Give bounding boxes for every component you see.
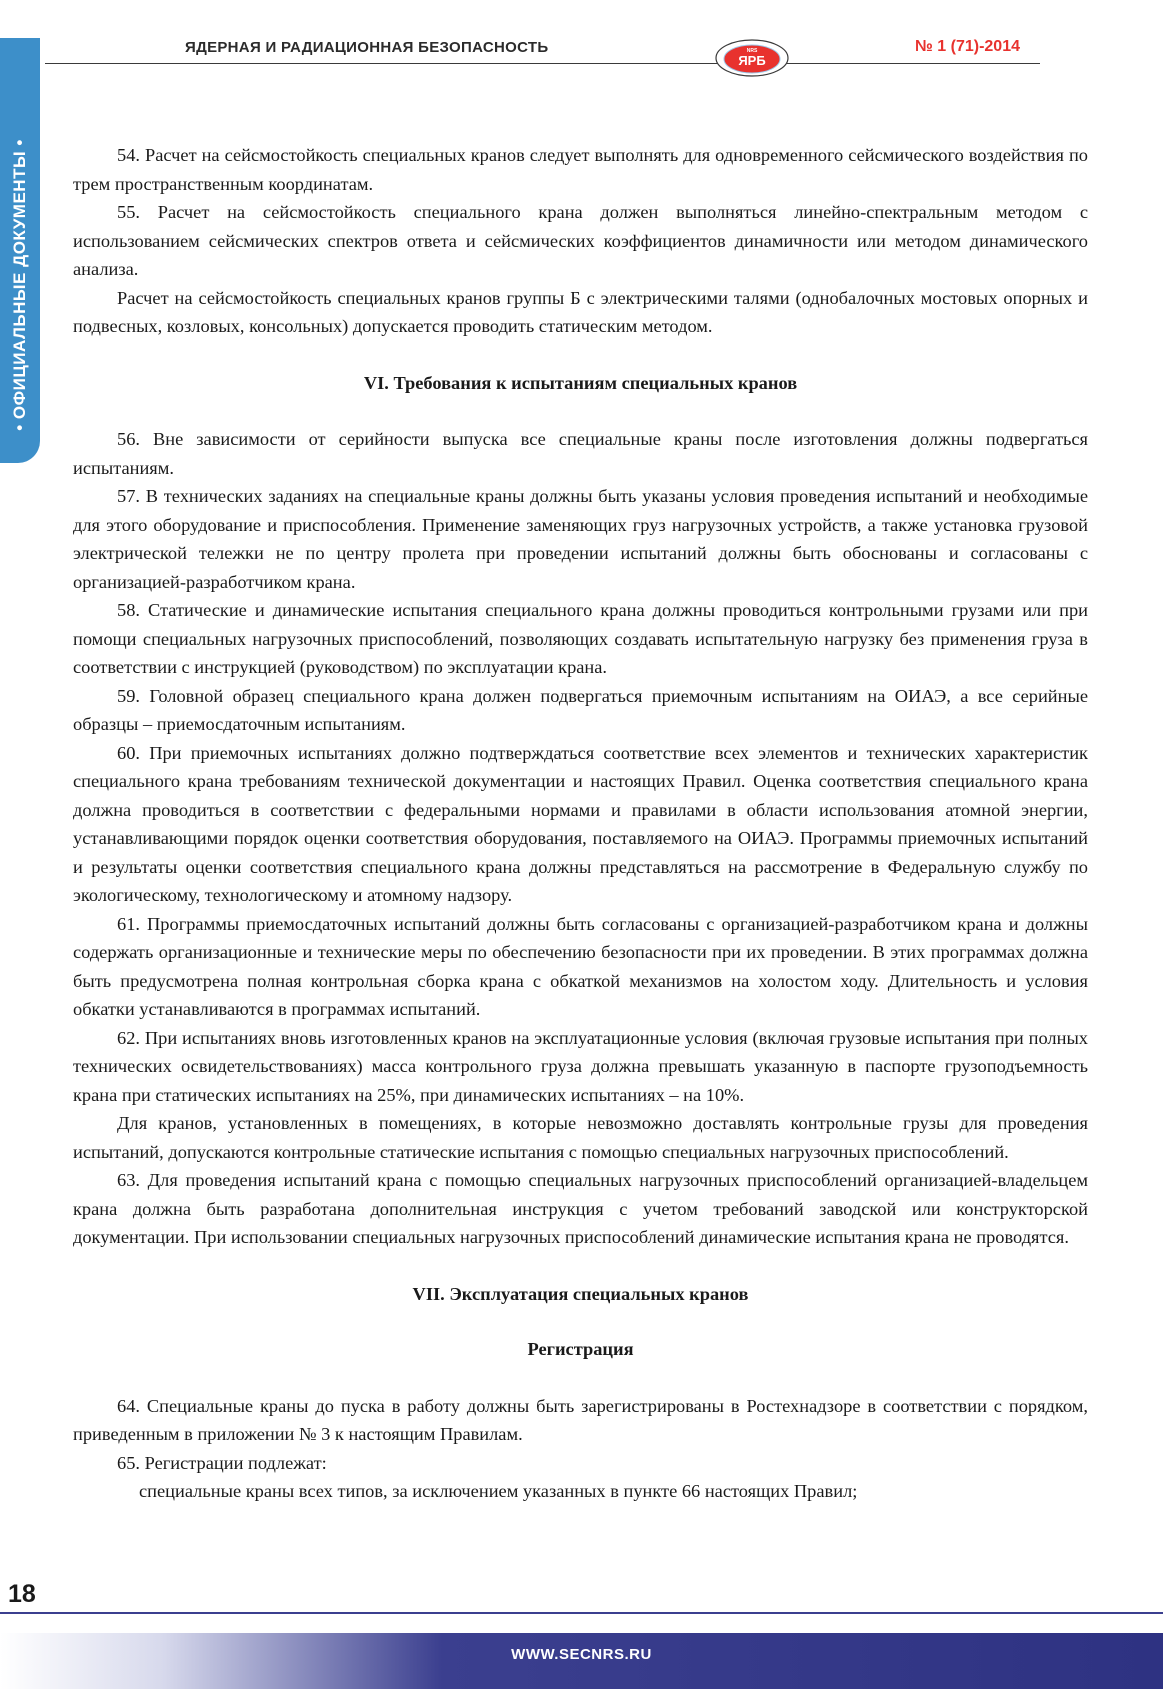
footer-divider (0, 1612, 1163, 1614)
paragraph: 64. Специальные краны до пуска в работу должны быть зарегистрированы в Ростехнадзоре в соответствии с порядком, приведенным в приложении № 3 к настоящим Правилам. (73, 1395, 1088, 1444)
logo-small-text: NRS (746, 48, 758, 54)
spacer (73, 341, 1088, 369)
paragraph: 63. Для проведения испытаний крана с помощью специальных нагрузочных приспособлений организацией-владельцем крана должна быть разработана дополнительная инструкция с учетом требований заводской или конструкторской документации. При использовании специальных нагрузочных приспособлений динамические испытания крана не проводятся. (73, 1170, 1088, 1247)
spacer (73, 1252, 1088, 1280)
paragraph: 56. Вне зависимости от серийности выпуска все специальные краны после изготовления должны подвергаться испытаниям. (73, 429, 1088, 478)
paragraph: 62. При испытаниях вновь изготовленных кранов на эксплуатационные условия (включая грузовые испытания при полных технических освидетельствованиях) масса контрольного груза должна превышать указанную в паспорте грузоподъемность крана при статических испытаниях на 25%, при динамических испытаниях – на 10%. (73, 1027, 1088, 1105)
journal-title: ЯДЕРНАЯ И РАДИАЦИОННАЯ БЕЗОПАСНОСТЬ (185, 39, 549, 56)
paragraph: 57. В технических заданиях на специальные краны должны быть указаны условия проведения испытаний и необходимые для этого оборудование и приспособления. Применение заменяющих груз нагрузочных устройств, а также установка грузовой электрической тележки не по центру пролета при проведении испытаний должны быть обоснованы и согласованы с организацией-разработчиком крана. (73, 486, 1088, 592)
section-heading: VI. Требования к испытаниям специальных кранов (363, 372, 798, 393)
paragraph: 60. При приемочных испытаниях должно подтверждаться соответствие всех элементов и технических характеристик специального крана требованиям технической документации и настоящих Правил. Оценка соответствия специального крана должна проводиться в соответствии с федеральными нормами и правилами в области использования атомной энергии, устанавливающими порядок оценки соответствия оборудования, поставляемого на ОИАЭ. Программы приемочных испытаний и результаты оценки соответствия специального крана должны представляться на рассмотрение в Федеральную службу по экологическому, технологическому и атомному надзору. (73, 742, 1088, 905)
list-item: специальные краны всех типов, за исключением указанных в пункте 66 настоящих Правил; (139, 1481, 858, 1501)
logo-text: ЯРБ (738, 53, 766, 68)
paragraph: 55. Расчет на сейсмостойкость специального крана должен выполняться линейно-спектральным методом с использованием сейсмических спектров ответа и сейсмических коэффициентов динамичности или методом динамического анализа. (73, 202, 1088, 279)
spacer (73, 397, 1088, 425)
section-heading: VII. Эксплуатация специальных кранов (412, 1283, 749, 1304)
header-divider (45, 63, 1040, 64)
paragraph: 54. Расчет на сейсмостойкость специальных кранов следует выполнять для одновременного сейсмического воздействия по трем пространственным координатам. (73, 145, 1088, 194)
spacer (73, 1308, 1088, 1335)
subsection-heading: Регистрация (527, 1339, 634, 1359)
paragraph: 59. Головной образец специального крана должен подвергаться приемочным испытаниям на ОИАЭ, а все серийные образцы – приемосдаточным испытаниям. (73, 685, 1088, 734)
journal-logo (714, 38, 790, 78)
paragraph: 58. Статические и динамические испытания специального крана должны проводиться контрольными грузами или при помощи специальных нагрузочных приспособлений, позволяющих создавать испытательную нагрузку без применения груза в соответствии с инструкцией (руководством) по эксплуатации крана. (73, 600, 1088, 677)
paragraph: 65. Регистрации подлежат: (117, 1452, 327, 1473)
paragraph: Расчет на сейсмостойкость специальных кранов группы Б с электрическими талями (однобалочных мостовых опорных и подвесных, козловых, консольных) допускается проводить статическим методом. (73, 287, 1088, 336)
website-link[interactable]: WWW.SECNRS.RU (511, 1646, 652, 1663)
paragraph: Для кранов, установленных в помещениях, в которые невозможно доставлять контрольные грузы для проведения испытаний, допускаются контрольные статические испытания с помощью специальных нагрузочных приспособлений. (73, 1113, 1088, 1162)
paragraph: 61. Программы приемосдаточных испытаний должны быть согласованы с организацией-разработчиком крана и должны содержать организационные и технические меры по обеспечению безопасности при их проведении. В этих программах должна быть предусмотрена полная контрольная сборка крана с обкаткой механизмов на холостом ходу. Длительность и условия обкатки устанавливаются в программах испытаний. (73, 913, 1088, 1019)
page-number: 18 (8, 1580, 36, 1608)
issue-number: № 1 (71)-2014 (915, 38, 1020, 55)
section-side-tab (0, 38, 40, 463)
side-tab-label: • ОФИЦИАЛЬНЫЕ ДОКУМЕНТЫ • (10, 139, 29, 431)
document-body (73, 141, 1088, 1506)
spacer (73, 1364, 1088, 1392)
